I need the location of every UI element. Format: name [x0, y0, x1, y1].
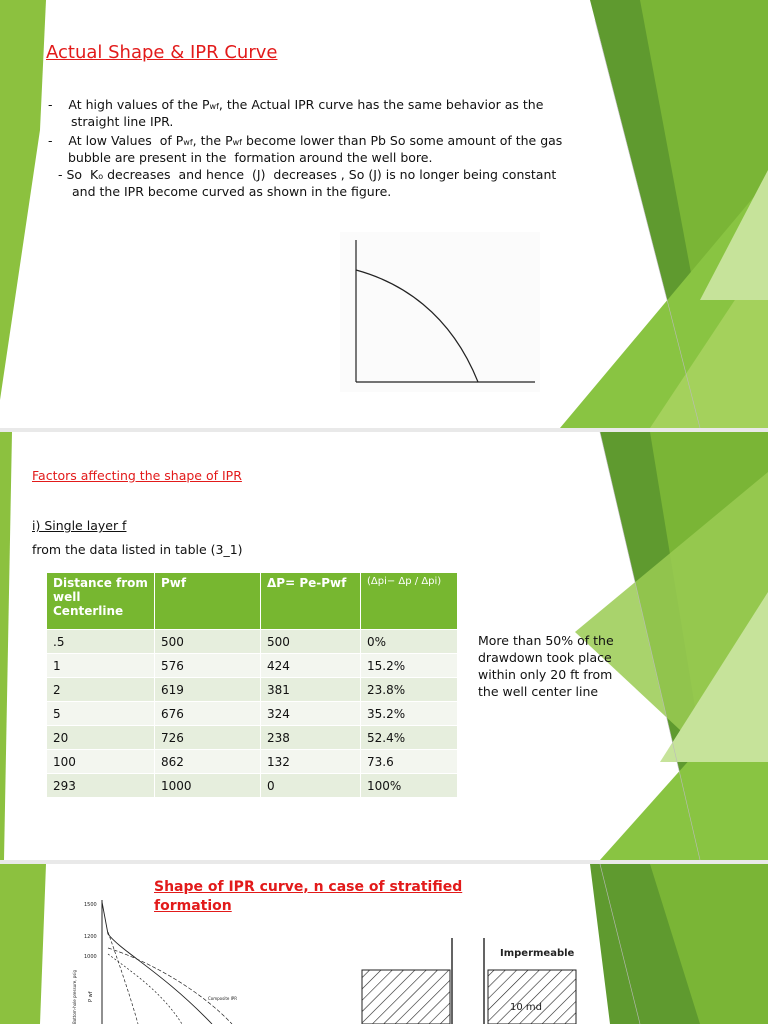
bullet-2-cont: bubble are present in the formation around the well bore. — [68, 150, 433, 165]
table-row: .5 500 500 0% — [47, 630, 458, 654]
pwf-label: P wf — [88, 991, 94, 1002]
table-row: 100 862 132 73.6 — [47, 750, 458, 774]
y-axis-label: Bottom-hole pressure, psig — [72, 969, 77, 1024]
header-delta-p: ΔP= Pe-Pwf — [261, 573, 361, 630]
bullet-3: - So Ko decreases and hence (J) decreases , So (J) is no longer being constant — [58, 167, 557, 182]
table-row: 1 576 424 15.2% — [47, 654, 458, 678]
pressure-distance-table — [46, 572, 458, 798]
stratified-title-line-1: Shape of IPR curve, n case of stratified — [154, 879, 463, 895]
y-tick-label: 1500 — [84, 902, 97, 908]
slide-actual-ipr — [0, 0, 768, 428]
y-tick-label: 1000 — [84, 954, 97, 960]
impermeable-label: Impermeable — [500, 948, 575, 959]
header-distance: Distance from well Centerline — [47, 573, 155, 630]
table-row: 5 676 324 35.2% — [47, 702, 458, 726]
table-row: 20 726 238 52.4% — [47, 726, 458, 750]
slide-stratified-ipr — [0, 864, 768, 1024]
layer-permeability-label: 10 md — [510, 1002, 542, 1013]
table-intro: from the data listed in table (3_1) — [32, 542, 243, 557]
bullet-1-cont: straight line IPR. — [71, 114, 174, 129]
stratified-title-line-2: formation — [154, 898, 232, 914]
slide-factors-ipr — [0, 432, 768, 860]
slide-title: Actual Shape & IPR Curve — [46, 42, 278, 63]
bullet-1: - At high values of the Pwf, the Actual IPR curve has the same behavior as the — [48, 97, 544, 112]
y-tick-label: 1200 — [84, 934, 97, 940]
section-title: Factors affecting the shape of IPR — [32, 468, 242, 483]
composite-ipr-label: Composite IPR — [208, 996, 237, 1001]
bullet-2: - At low Values of Pwf, the Pwf become lower than Pb So some amount of the gas — [48, 133, 563, 148]
stratified-ipr-chart — [72, 892, 272, 1024]
table-row: 293 1000 0 100% — [47, 774, 458, 798]
ipr-curve-figure — [340, 232, 540, 392]
drawdown-note: More than 50% of the drawdown took place within only 20 ft from the well center line — [478, 633, 614, 699]
header-ratio: (Δpi− Δp / Δpi) — [361, 573, 458, 630]
stratified-layers-diagram — [360, 934, 580, 1024]
header-pwf: Pwf — [155, 573, 261, 630]
bullet-3-cont: and the IPR become curved as shown in the figure. — [72, 184, 392, 199]
table-row: 2 619 381 23.8% — [47, 678, 458, 702]
single-layer-subtitle: i) Single layer f — [32, 518, 127, 533]
